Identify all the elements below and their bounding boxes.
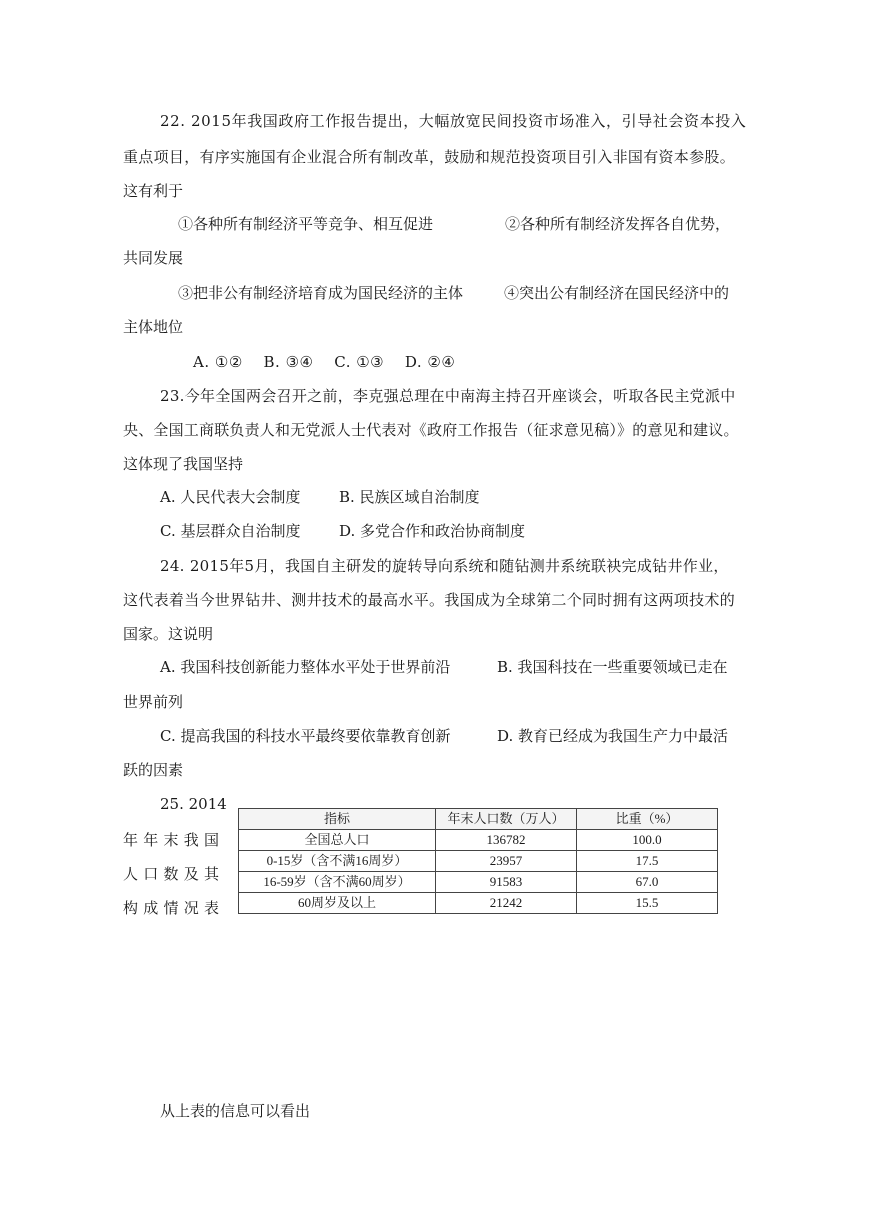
q22-option-3: ③把非公有制经济培育成为国民经济的主体 (178, 284, 464, 302)
table-header-cell: 比重（%） (577, 809, 718, 830)
table-cell: 136782 (436, 830, 577, 851)
q25-stem-tail: 从上表的信息可以看出 (160, 1102, 311, 1120)
table-row (239, 830, 718, 851)
q22-stem-line-1: 22. 2015年我国政府工作报告提出，大幅放宽民间投资市场准入，引导社会资本投入 (160, 112, 747, 130)
q22-option-2: ②各种所有制经济发挥各自优势， (505, 215, 731, 233)
q23-stem-line-2: 央、全国工商联负责人和无党派人士代表对《政府工作报告（征求意见稿）》的意见和建议。 (123, 421, 739, 439)
table-cell: 16-59岁（含不满60周岁） (239, 872, 436, 893)
table-cell: 0-15岁（含不满16周岁） (239, 851, 436, 872)
table-cell: 100.0 (577, 830, 718, 851)
table-cell: 17.5 (577, 851, 718, 872)
q23-choice-a: A. 人民代表大会制度 (160, 488, 301, 506)
q24-choice-c: C. 提高我国的科技水平最终要依靠教育创新 (160, 727, 451, 745)
q23-choice-b: B. 民族区域自治制度 (339, 488, 480, 506)
table-cell: 15.5 (577, 893, 718, 914)
table-header-cell: 年末人口数（万人） (436, 809, 577, 830)
q23-choice-c: C. 基层群众自治制度 (160, 522, 301, 540)
table-cell: 21242 (436, 893, 577, 914)
q23-choice-d: D. 多党合作和政治协商制度 (339, 522, 526, 540)
table-row (239, 851, 718, 872)
table-row (239, 893, 718, 914)
q23-stem-line-3: 这体现了我国坚持 (123, 455, 244, 473)
q22-choices: A. ①② B. ③④ C. ①③ D. ②④ (193, 353, 456, 371)
q22-stem-line-3: 这有利于 (123, 182, 184, 200)
table-cell: 67.0 (577, 872, 718, 893)
q22-stem-line-2: 重点项目，有序实施国有企业混合所有制改革，鼓励和规范投资项目引入非国有资本参股。 (123, 148, 736, 166)
q24-stem-line-1: 24. 2015年5月，我国自主研发的旋转导向系统和随钻测井系统联袂完成钻井作业， (160, 557, 729, 575)
q25-label-line-1: 25. 2014 (160, 795, 227, 813)
table-cell: 23957 (436, 851, 577, 872)
q24-choice-d: D. 教育已经成为我国生产力中最活 (497, 727, 729, 745)
q22-option-4: ④突出公有制经济在国民经济中的 (504, 284, 730, 302)
q24-stem-line-2: 这代表着当今世界钻井、测井技术的最高水平。我国成为全球第二个同时拥有这两项技术的 (123, 591, 736, 609)
q24-choice-b-cont: 世界前列 (123, 693, 184, 711)
table-cell: 60周岁及以上 (239, 893, 436, 914)
table-cell: 91583 (436, 872, 577, 893)
q22-option-4-cont: 主体地位 (123, 318, 184, 336)
q22-option-2-cont: 共同发展 (123, 249, 184, 267)
table-row (239, 872, 718, 893)
population-table (238, 808, 718, 914)
q24-stem-line-3: 国家。这说明 (123, 625, 214, 643)
q25-label-line-2: 年年末我国 (123, 831, 219, 849)
q25-label-line-4: 构成情况表 (123, 899, 219, 917)
q24-choice-d-cont: 跃的因素 (123, 761, 184, 779)
table-header-cell: 指标 (239, 809, 436, 830)
q25-label-line-3: 人口数及其 (123, 865, 219, 883)
table-header-row (239, 809, 718, 830)
q24-choice-a: A. 我国科技创新能力整体水平处于世界前沿 (160, 658, 451, 676)
q23-stem-line-1: 23.今年全国两会召开之前，李克强总理在中南海主持召开座谈会，听取各民主党派中 (160, 387, 736, 405)
q22-option-1: ①各种所有制经济平等竞争、相互促进 (178, 215, 434, 233)
q24-choice-b: B. 我国科技在一些重要领域已走在 (497, 658, 728, 676)
table-cell: 全国总人口 (239, 830, 436, 851)
